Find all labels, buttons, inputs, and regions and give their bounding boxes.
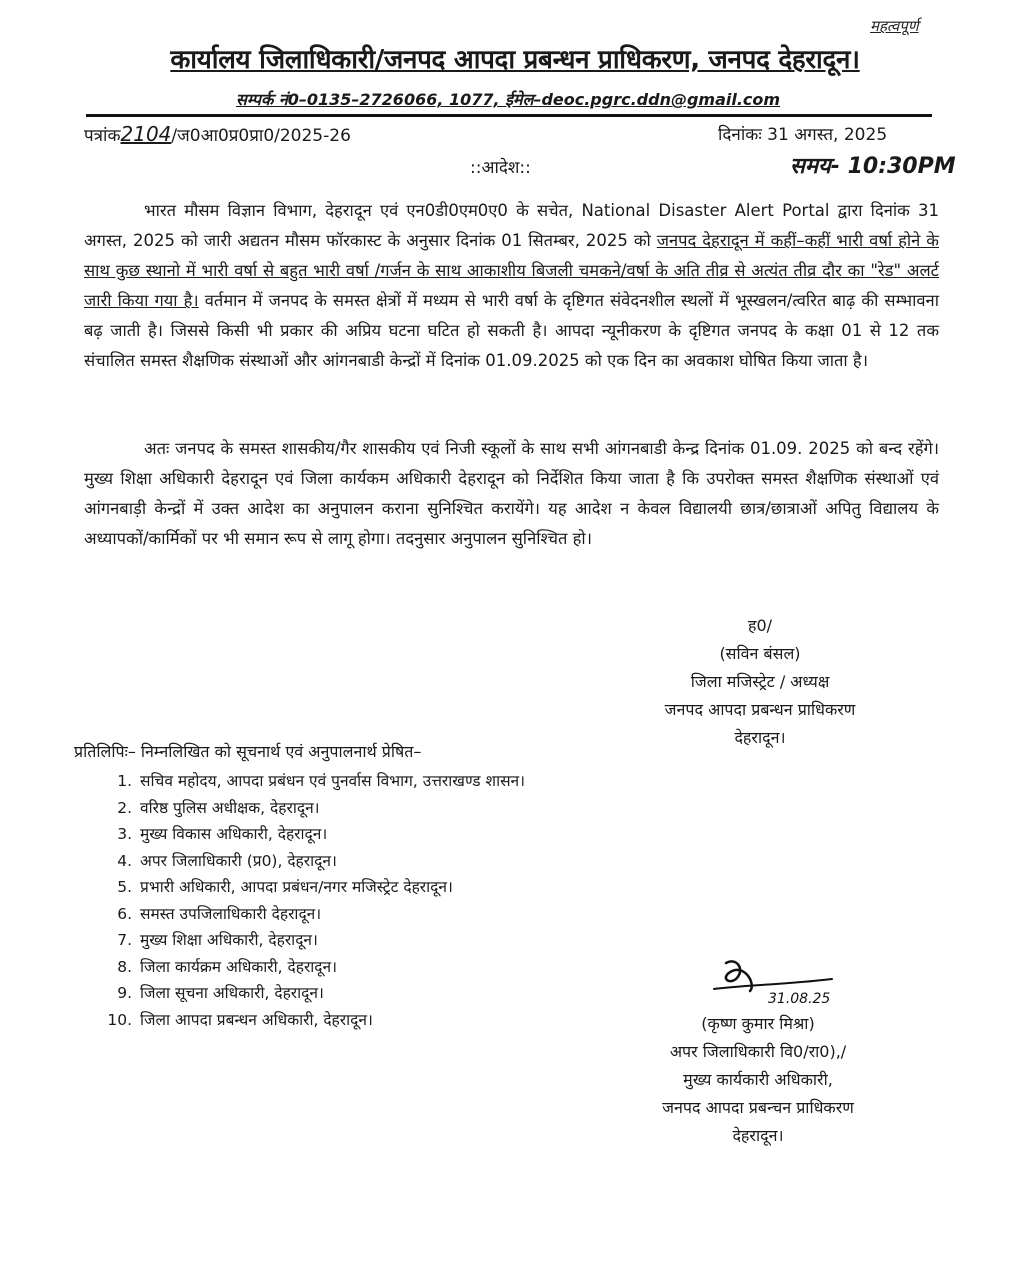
signatory-designation: जिला मजिस्ट्रेट / अध्यक्ष xyxy=(690,672,830,691)
body-paragraph-1 xyxy=(84,196,939,376)
recipient-number: 8. xyxy=(117,957,132,976)
signatory2-place: देहरादून। xyxy=(732,1126,784,1145)
reference-number xyxy=(84,122,351,146)
recipient-item xyxy=(96,795,525,822)
recipient-number: 3. xyxy=(117,825,132,843)
signature-date: 31.08.25 xyxy=(768,991,831,1007)
recipient-number: 1. xyxy=(117,772,132,790)
recipient-list xyxy=(96,768,525,1033)
para1-text-b: वर्तमान में जनपद के समस्त क्षेत्रों में मध्यम से भारी वर्षा के दृष्टिगत संवेदनशील स्थलों में भूस्खलन/त्वरित बाढ़ की सम्भावना बढ़ जाती है। जिससे किसी भी प्रकार की अप्रिय घटना घटित हो सकती है। आपदा न्यूनीकरण के दृष्टिगत जनपद के कक्षा 01 से 12 तक संचालित समस्त शैक्षणिक संस्थाओं और आंगनबाडी केन्द्रों में दिनांक 01.09.2025 को एक दिन का अवकाश घोषित किया जाता है। xyxy=(84,291,939,370)
important-note: महत्वपूर्ण xyxy=(870,17,919,35)
signatory2-designation: अपर जिलाधिकारी वि0/रा0),/ xyxy=(669,1042,847,1061)
recipient-item xyxy=(96,874,525,901)
handwritten-number: 2104 xyxy=(120,122,172,146)
recipient-item xyxy=(96,901,525,928)
handwritten-time: समय- 10:30PM xyxy=(790,154,956,179)
signatory-place: देहरादून। xyxy=(734,728,786,747)
signatory2-name: (कृष्ण कुमार मिश्रा) xyxy=(701,1014,815,1033)
reference-prefix: पत्रांक xyxy=(84,126,121,146)
order-title: ::आदेश:: xyxy=(470,158,531,178)
body-paragraph-2: अतः जनपद के समस्त शासकीय/गैर शासकीय एवं निजी स्कूलों के साथ सभी आंगनबाडी केन्द्र दिनांक 01.09. 2025 को बन्द रहेंगे। मुख्य शिक्षा अधिकारी देहरादून एवं जिला कार्यकम अधिकारी देहरादून को निर्देशित किया जाता है कि उपरोक्त समस्त शैक्षणिक संस्थाओं एवं आंगनबाड़ी केन्द्रों में उक्त आदेश का अनुपालन कराना सुनिश्चित करायेंगे। यह आदेश न केवल विद्यालयी छात्र/छात्राओं अपितु विद्यालय के अध्यापकों/कार्मिकों पर भी समान रूप से लागू होगा। तदनुसार अनुपालन सुनिश्चित हो। xyxy=(84,439,939,548)
signed-mark: ह0/ xyxy=(747,616,773,635)
header-divider xyxy=(86,114,932,117)
recipient-text: जिला सूचना अधिकारी, देहरादून। xyxy=(140,984,324,1002)
para1-alert-text: जनपद देहरादून में कहीं–कहीं भारी वर्षा होने के साथ कुछ स्थानो में भारी वर्षा से बहुत भारी वर्षा /गर्जन के साथ आकाशीय बिजली चमकने/वर्षा के अति तीव्र से अत्यंत तीव्र दौर का "रेड" अलर्ट जारी किया गया है। xyxy=(84,231,939,310)
reference-suffix: /ज0आ0प्र0प्रा0/2025-26 xyxy=(171,126,351,146)
recipient-number: 6. xyxy=(117,904,132,923)
signatory-name: (सविन बंसल) xyxy=(719,644,801,663)
recipient-text: मुख्य शिक्षा अधिकारी, देहरादून। xyxy=(140,931,318,949)
order-date: दिनांकः 31 अगस्त, 2025 xyxy=(718,125,888,145)
signatory2-role: मुख्य कार्यकारी अधिकारी, xyxy=(683,1070,833,1089)
recipient-text: मुख्य विकास अधिकारी, देहरादून। xyxy=(140,825,328,843)
signatory-authority: जनपद आपदा प्रबन्धन प्राधिकरण xyxy=(664,700,856,719)
signature-block-2 xyxy=(628,1010,888,1150)
para1-text-a: भारत मौसम विज्ञान विभाग, देहरादून एवं एन0डी0एम0ए0 के सचेत, National Disaster Alert Portal द्वारा दिनांक 31 अगस्त, 2025 को जारी अद्यतन मौसम फॉरकास्ट के अनुसार दिनांक 01 सितम्बर, 2025 को xyxy=(84,201,939,250)
recipient-item xyxy=(96,768,525,795)
recipient-text: जिला आपदा प्रबन्धन अधिकारी, देहरादून। xyxy=(140,1010,373,1029)
recipient-number: 7. xyxy=(117,931,132,949)
recipient-number: 5. xyxy=(117,878,132,896)
recipient-item xyxy=(96,821,525,848)
recipient-text: समस्त उपजिलाधिकारी देहरादून। xyxy=(140,904,322,923)
recipient-item xyxy=(96,980,525,1007)
recipient-number: 10. xyxy=(107,1010,132,1029)
recipient-item xyxy=(96,1007,525,1034)
signatory2-authority: जनपद आपदा प्रबन्चन प्राधिकरण xyxy=(662,1098,854,1117)
recipient-number: 4. xyxy=(117,851,132,870)
recipient-number: 9. xyxy=(117,984,132,1002)
signature-block-1 xyxy=(630,612,890,752)
recipient-text: प्रभारी अधिकारी, आपदा प्रबंधन/नगर मजिस्ट्रेट देहरादून। xyxy=(140,878,453,896)
recipient-item xyxy=(96,848,525,875)
recipient-text: वरिष्ठ पुलिस अधीक्षक, देहरादून। xyxy=(140,798,320,817)
recipient-text: अपर जिलाधिकारी (प्र0), देहरादून। xyxy=(140,851,337,870)
office-heading: कार्यालय जिलाधिकारी/जनपद आपदा प्रबन्धन प्राधिकरण, जनपद देहरादून। xyxy=(170,45,860,75)
recipient-text: जिला कार्यक्रम अधिकारी, देहरादून। xyxy=(140,957,338,976)
copy-to-label: प्रतिलिपिः– निम्नलिखित को सूचनार्थ एवं अनुपालनार्थ प्रेषित– xyxy=(74,742,422,761)
handwritten-signature xyxy=(712,955,842,1007)
recipient-text: सचिव महोदय, आपदा प्रबंधन एवं पुनर्वास विभाग, उत्तराखण्ड शासन। xyxy=(140,772,526,790)
recipient-item xyxy=(96,927,525,954)
recipient-item xyxy=(96,954,525,981)
recipient-number: 2. xyxy=(117,798,132,817)
contact-line: सम्पर्क नं0–0135–2726066, 1077, ईमेल–deoc.pgrc.ddn@gmail.com xyxy=(236,90,781,109)
